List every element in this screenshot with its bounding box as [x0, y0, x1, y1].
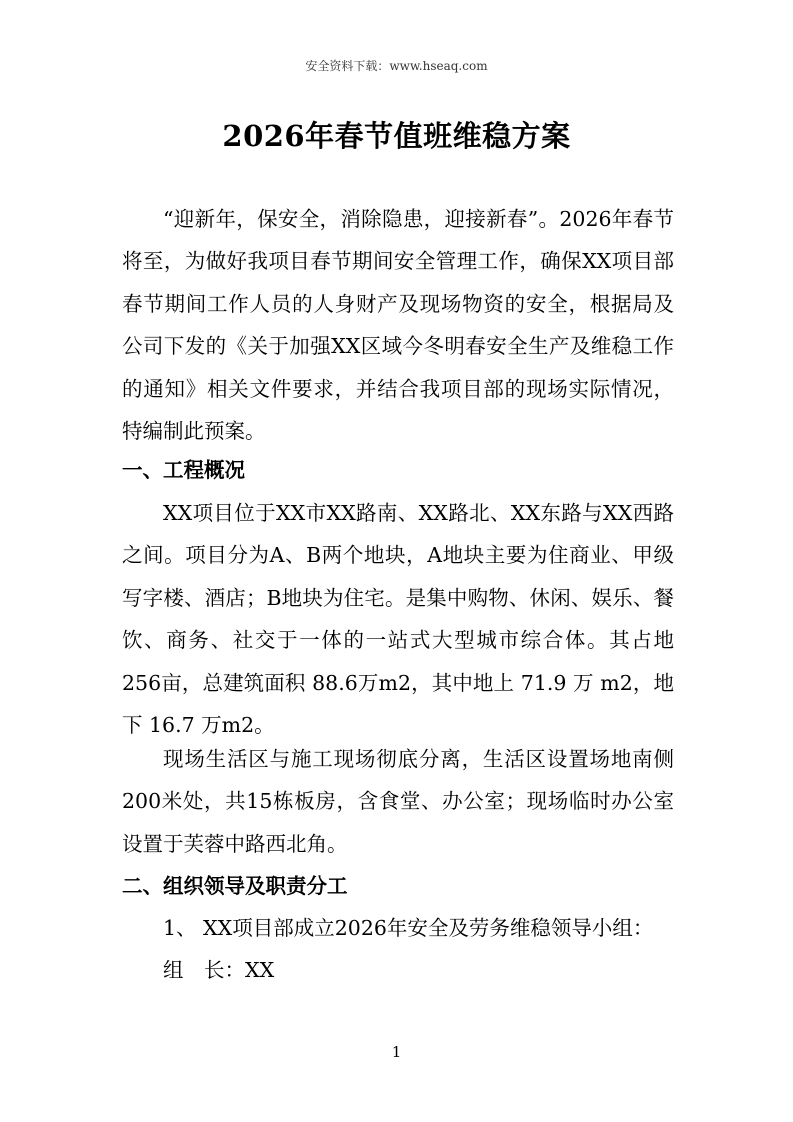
project-overview-paragraph: XX项目位于XX市XX路南、XX路北、XX东路与XX西路之间。项目分为A、B两个地块，A地块主要为住商业、甲级写字楼、酒店；B地块为住宅。是集中购物、休闲、娱乐、餐饮、商务、社交于一体的一站式大型城市综合体。其占地 256亩，总建筑面积 88.6万m2，其中地上 71.9 万 m2，地下 16.7 万m2。	[122, 501, 674, 738]
section-heading-organization: 二、组织领导及职责分工	[122, 874, 348, 898]
leadership-group-item: 1、 XX项目部成立2026年安全及劳务维稳领导小组：	[163, 916, 654, 940]
group-leader-line: 组 长：XX	[163, 958, 275, 982]
living-area-paragraph: 现场生活区与施工现场彻底分离，生活区设置场地南侧200米处，共15栋板房，含食堂、办公室；现场临时办公室设置于芙蓉中路西北角。	[122, 747, 674, 856]
page-header-download-text: 安全资料下载：www.hseaq.com	[305, 59, 488, 73]
page-number: 1	[391, 1043, 402, 1061]
section-heading-overview: 一、工程概况	[122, 458, 245, 482]
document-title: 2026年春节值班维稳方案	[222, 119, 571, 153]
intro-paragraph: “迎新年，保安全，消除隐患，迎接新春”。2026年春节将至，为做好我项目春节期间安全管理工作，确保XX项目部春节期间工作人员的人身财产及现场物资的安全，根据局及公司下发的《关于加强XX区域今冬明春安全生产及维稳工作的通知》相关文件要求，并结合我项目部的现场实际情况，特编制此预案。	[122, 207, 674, 444]
